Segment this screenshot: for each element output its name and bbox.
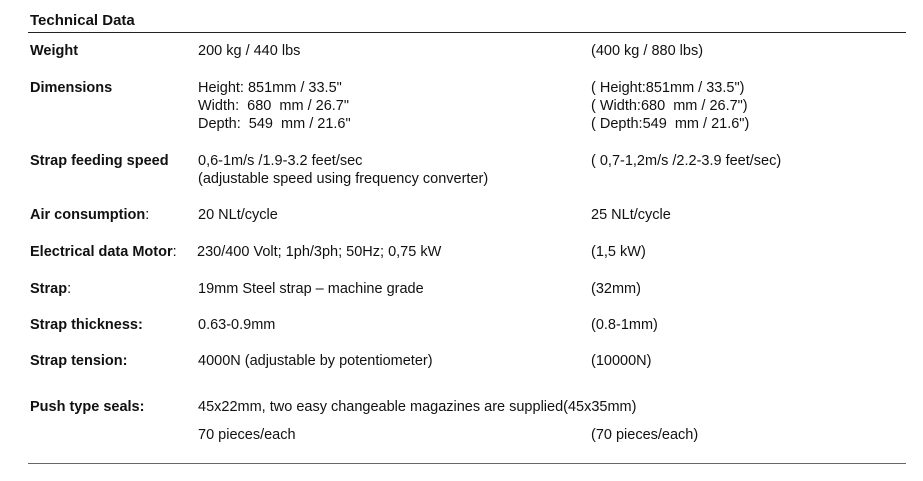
label-strap: Strap: <box>30 281 72 297</box>
alt-strap-tension: (10000N) <box>591 353 652 369</box>
value-strap-thickness: 0.63-0.9mm <box>198 317 276 333</box>
alt-weight: (400 kg / 880 lbs) <box>591 43 704 59</box>
label-weight: Weight <box>30 43 79 59</box>
alt-strap-feeding-speed: ( 0,7-1,2m/s /2.2-3.9 feet/sec) <box>591 153 782 169</box>
value-electrical-data-motor: 230/400 Volt; 1ph/3ph; 50Hz; 0,75 kW <box>197 244 442 260</box>
alt-dimensions: ( Height:851mm / 33.5") ( Width:680 mm / 26.7") ( Depth:549 mm / 21.6") <box>591 80 750 132</box>
value-strap-feeding-speed: 0,6-1m/s /1.9-3.2 feet/sec (adjustable speed using frequency converter) <box>198 153 489 187</box>
bottom-rule <box>28 463 906 464</box>
alt-electrical-data-motor: (1,5 kW) <box>591 244 646 260</box>
alt-strap: (32mm) <box>591 281 641 297</box>
label-dimensions: Dimensions <box>30 80 113 96</box>
value-push-type-seals: 45x22mm, two easy changeable magazines are supplied(45x35mm) <box>198 399 637 415</box>
value-strap-tension: 4000N (adjustable by potentiometer) <box>198 353 433 369</box>
label-strap-tension: Strap tension: <box>30 353 128 369</box>
top-rule <box>28 32 906 33</box>
value-weight: 200 kg / 440 lbs <box>198 43 301 59</box>
label-air-consumption: Air consumption: <box>30 207 150 223</box>
value-seals-pieces: 70 pieces/each <box>198 427 296 443</box>
value-dimensions: Height: 851mm / 33.5" Width: 680 mm / 26.7" Depth: 549 mm / 21.6" <box>198 80 351 132</box>
technical-data-title: Technical Data <box>30 12 135 29</box>
alt-strap-thickness: (0.8-1mm) <box>591 317 658 333</box>
value-air-consumption: 20 NLt/cycle <box>198 207 278 223</box>
label-strap-feeding-speed: Strap feeding speed <box>30 153 169 169</box>
label-strap-thickness: Strap thickness: <box>30 317 143 333</box>
label-push-type-seals: Push type seals: <box>30 399 145 415</box>
label-electrical-data-motor: Electrical data Motor: <box>30 244 177 260</box>
alt-air-consumption: 25 NLt/cycle <box>591 207 671 223</box>
value-strap: 19mm Steel strap – machine grade <box>198 281 424 297</box>
alt-seals-pieces: (70 pieces/each) <box>591 427 699 443</box>
